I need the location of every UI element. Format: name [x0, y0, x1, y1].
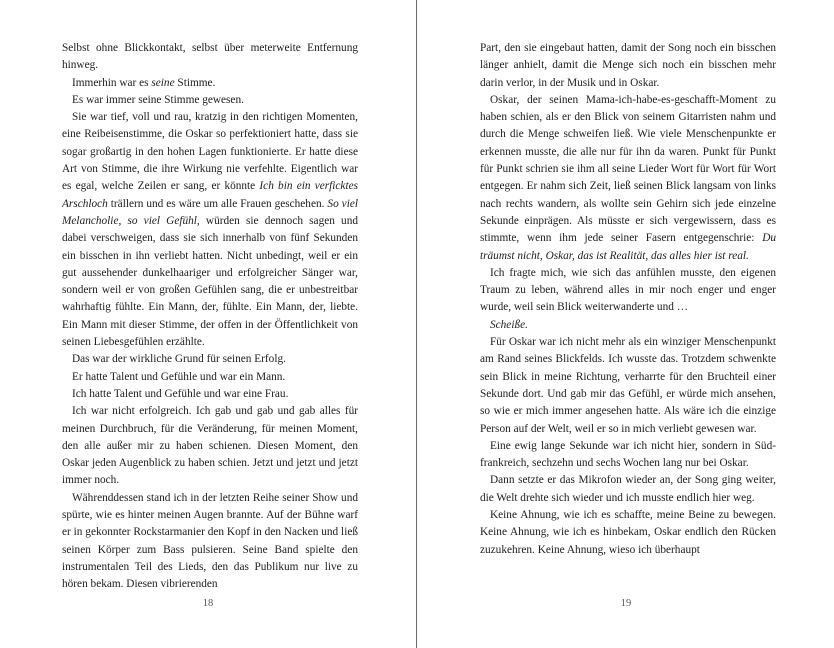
text-run: Stimme.	[174, 76, 216, 89]
text-run: Es war immer seine Stimme gewesen.	[72, 93, 244, 106]
paragraph	[62, 403, 358, 489]
paragraph	[62, 386, 358, 403]
left-page	[0, 0, 416, 648]
text-run: Ich war nicht erfolgreich. Ich gab und gab und gab alles für meinen Durchbruch, für die Veränderung, für meinen Moment, den alle außer mir zu haben schienen. Diesen Moment, den Oskar jeden Augenblick zu haben schien. Jetzt und jetzt und jetzt immer noch.	[62, 405, 358, 487]
paragraph	[480, 507, 776, 559]
paragraph	[480, 92, 776, 265]
italic-text: So viel Melancholie, so viel Gefühl,	[62, 197, 358, 227]
text-run: Keine Ahnung, wie ich es schaffte, meine Beine zu bewegen. Keine Ahnung, wie ich es hinbekam, Oskar endlich den Rücken zuzukehren. Keine Ahnung, wieso ich überhaupt	[480, 509, 776, 556]
paragraph	[62, 490, 358, 594]
text-run: Das war der wirkliche Grund für seinen Erfolg.	[72, 353, 286, 366]
left-page-number: 18	[202, 598, 214, 609]
text-run: Er hatte Talent und Gefühle und war ein Mann.	[72, 370, 286, 383]
text-run: Währenddessen stand ich in der letzten Reihe seiner Show und spürte, wie es hinter meinen Augen brannte. Auf der Bühne warf er in gekonnter Rockstarmanier den Kopf in den Nacken und ließ seinen Körper zum Bass pulsieren. Seine Band spielte den instrumentalen Teil des Lieds, den das Publikum nur live zu hören bekam. Diesen vibrierenden	[62, 491, 358, 591]
paragraph	[480, 438, 776, 473]
italic-text: Ich bin ein verficktes Arschloch	[62, 180, 358, 210]
paragraph	[480, 472, 776, 507]
text-run: Dann setzte er das Mikrofon wieder an, der Song ging weiter, die Welt drehte sich wieder und ich musste endlich hier weg.	[480, 474, 776, 504]
paragraph	[62, 369, 358, 386]
paragraph	[62, 109, 358, 351]
right-page-text	[480, 40, 776, 559]
left-page-text	[62, 40, 358, 594]
text-run: Selbst ohne Blickkontakt, selbst über meterweite Entfernung hinweg.	[62, 42, 358, 72]
paragraph	[480, 265, 776, 317]
text-run: trällern und es wäre um alle Frauen geschehen.	[107, 197, 328, 210]
italic-text: Du träumst nicht, Oskar, das ist Realität, das alles hier ist real.	[480, 232, 776, 262]
text-run: Eine ewig lange Sekunde war ich nicht hier, sondern in Südfrankreich, sechzehn und sechs Wochen lang nur bei Oskar.	[480, 439, 776, 470]
text-run: Ich fragte mich, wie sich das anfühlen musste, den eigenen Traum zu leben, während alles in mir noch enger und enger wurde, weil sein Blick weiterwanderte und …	[480, 266, 776, 314]
right-page-number: 19	[620, 598, 632, 609]
paragraph	[62, 40, 358, 75]
text-run: Oskar, der seinen Mama-ich-habe-es-geschafft-Moment zu haben schien, als er den Blick von seinem Gitarristen nahm und durch die Menge schweifen ließ. Wie viele Menschenpunkte er erkennen musste, die alle nur für ihn da waren. Punkt für Punkt für Punkt schrien sie ihm all seine Lieder Wort für Wort für Wort entgegen. Er nahm sich Zeit, ließ seinen Blick langsam von links nach rechts wandern, als wollte sein Gehirn sich jede einzelne Sekunde einprägen. Als müsste er sich vergewissern, dass es stimmte, wenn ihm jede seiner Fasern entgegenschrie:	[480, 93, 776, 245]
page-gutter	[416, 0, 417, 648]
text-run: Sie war tief, voll und rau, kratzig in den richtigen Momenten, eine Reibeisenstimme, die Oskar so perfektioniert hatte, dass sie sogar großartig in den hohen Lagen funktionierte. Er hatte diese Art von Stimme, die ihre Wirkung nie verfehlte. Eigentlich war es egal, welche Zeilen er sang, er könnte	[62, 111, 358, 193]
text-run: Part, den sie eingebaut hatten, damit der Song noch ein bisschen länger anhielt, damit die Menge sich noch ein bisschen mehr darin verlor, in der Musik und in Oskar.	[480, 42, 776, 89]
paragraph	[62, 92, 358, 109]
italic-text: Scheiße.	[490, 318, 528, 331]
paragraph	[62, 75, 358, 92]
text-run: würden sie dennoch sagen und dabei verschweigen, dass sie sich innerhalb von fünf Sekunden ein bisschen in ihn verliebt hatten. Nicht unbedingt, weil er ein gut aussehender dunkelhaariger und erfolgreicher Sänger war, sondern weil er von großen Gefühlen sang, die er unbestreitbar wahrhaftig fühlte. Ein Mann, der, fühlte. Ein Mann, der, liebte. Ein Mann mit dieser Stimme, der offen in der Öffentlichkeit von seinen Liebesgefühlen erzählte.	[62, 214, 358, 349]
italic-text: seine	[151, 76, 175, 89]
text-run: Für Oskar war ich nicht mehr als ein winziger Menschenpunkt am Rand seines Blickfelds. Ich wusste das. Trotzdem schwenkte sein Blick in meine Richtung, verharrte für den Bruchteil einer Sekunde dort. Und gab mir das Gefühl, er würde mich ansehen, so wie er mich immer angesehen hatte. Als wäre ich die einzige Person auf der Welt, weil er so in mich verliebt gewesen war.	[480, 336, 776, 435]
text-run: Ich hatte Talent und Gefühle und war eine Frau.	[72, 387, 289, 400]
paragraph	[480, 334, 776, 438]
right-page	[418, 0, 834, 648]
paragraph	[62, 351, 358, 368]
paragraph	[480, 40, 776, 92]
paragraph	[480, 317, 776, 334]
text-run: Immerhin war es	[72, 76, 152, 89]
